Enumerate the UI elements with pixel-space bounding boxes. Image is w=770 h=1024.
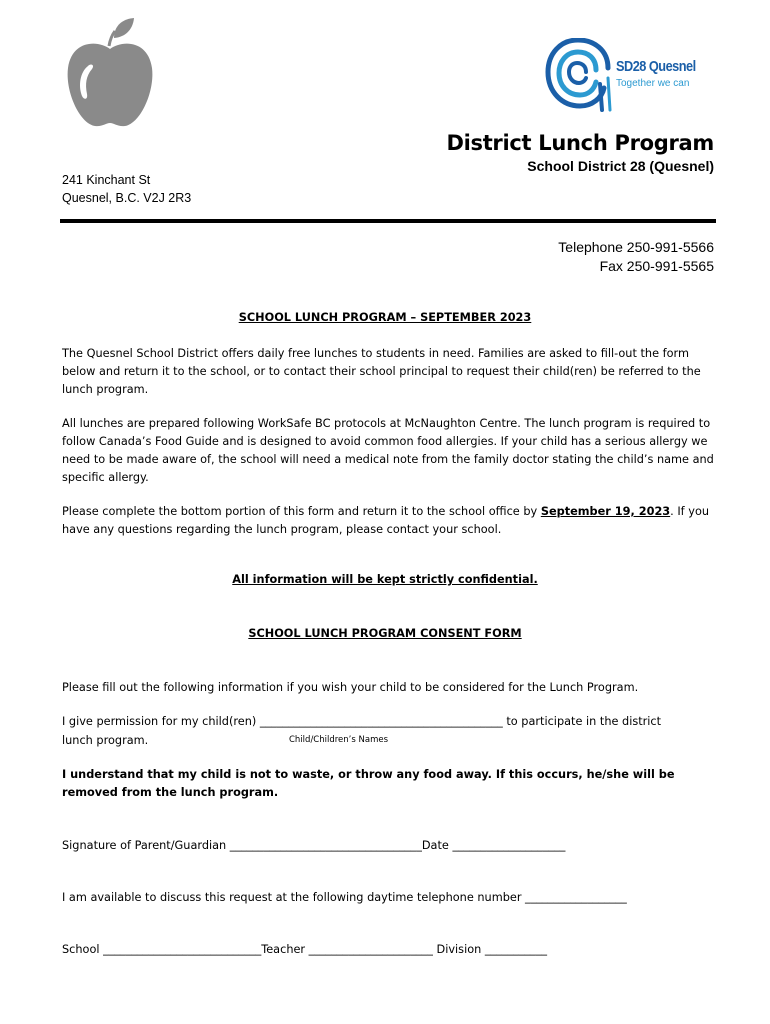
header-divider xyxy=(60,219,716,223)
page-title: District Lunch Program xyxy=(446,131,714,155)
form-instructions: Please fill out the following information if you wish your child to be considered for the Lunch Program. xyxy=(62,681,639,694)
child-names-caption: Child/Children’s Names xyxy=(289,735,389,745)
confidentiality-notice: All information will be kept strictly confidential. xyxy=(232,573,538,586)
logo-tagline: Together we can xyxy=(616,78,690,89)
consent-form-heading: SCHOOL LUNCH PROGRAM CONSENT FORM xyxy=(248,627,522,640)
fax-number: Fax 250-991-5565 xyxy=(599,258,714,274)
apple-leaf xyxy=(114,18,134,38)
logo-text: SD28 Quesnel xyxy=(616,58,696,75)
telephone-number: Telephone 250-991-5566 xyxy=(558,239,714,255)
sd28-swirl-icon xyxy=(544,38,614,112)
allergy-paragraph: All lunches are prepared following WorkSafe BC protocols at McNaughton Centre. The lunch program is required to follow Canada’s Food Guide and is designed to avoid common food allergies. If your child has a serious allergy we need to be made aware of, the school will need a medical note from the family doctor stating the child’s name and specific allergy. xyxy=(62,417,714,484)
return-text-start: Please complete the bottom portion of this form and return it to the school office by xyxy=(62,505,541,518)
address-line-1: 241 Kinchant St xyxy=(62,173,151,187)
apple-logo xyxy=(62,16,158,130)
page-subtitle: School District 28 (Quesnel) xyxy=(527,158,714,174)
signature-date-field[interactable]: Signature of Parent/Guardian __________________________________Date ____________________ xyxy=(62,839,566,852)
letter-heading: SCHOOL LUNCH PROGRAM – SEPTEMBER 2023 xyxy=(238,311,532,324)
address-line-2: Quesnel, B.C. V2J 2R3 xyxy=(62,191,192,205)
return-text-end: . If you have any questions regarding the lunch program, please contact your school. xyxy=(62,505,710,536)
child-names-field[interactable]: I give permission for my child(ren) ___________________________________________ to participate in the district xyxy=(62,715,662,728)
daytime-phone-field[interactable]: I am available to discuss this request at the following daytime telephone number __________________ xyxy=(62,891,627,904)
return-paragraph xyxy=(62,503,716,539)
intro-paragraph: The Quesnel School District offers daily free lunches to students in need. Families are asked to fill-out the form below and return it to the school, or to contact their school principal to request their child(ren) be referred to the lunch program. xyxy=(62,347,701,396)
permission-line-2: lunch program. xyxy=(62,734,149,747)
apple-stem xyxy=(109,31,115,46)
return-deadline: September 19, 2023 xyxy=(540,505,671,518)
food-waste-notice: I understand that my child is not to waste, or throw any food away. If this occurs, he/she will be removed from the lunch program. xyxy=(62,768,675,799)
sd28-logo xyxy=(544,38,704,112)
school-teacher-division-field[interactable]: School ____________________________Teacher ______________________ Division ___________ xyxy=(62,943,547,956)
